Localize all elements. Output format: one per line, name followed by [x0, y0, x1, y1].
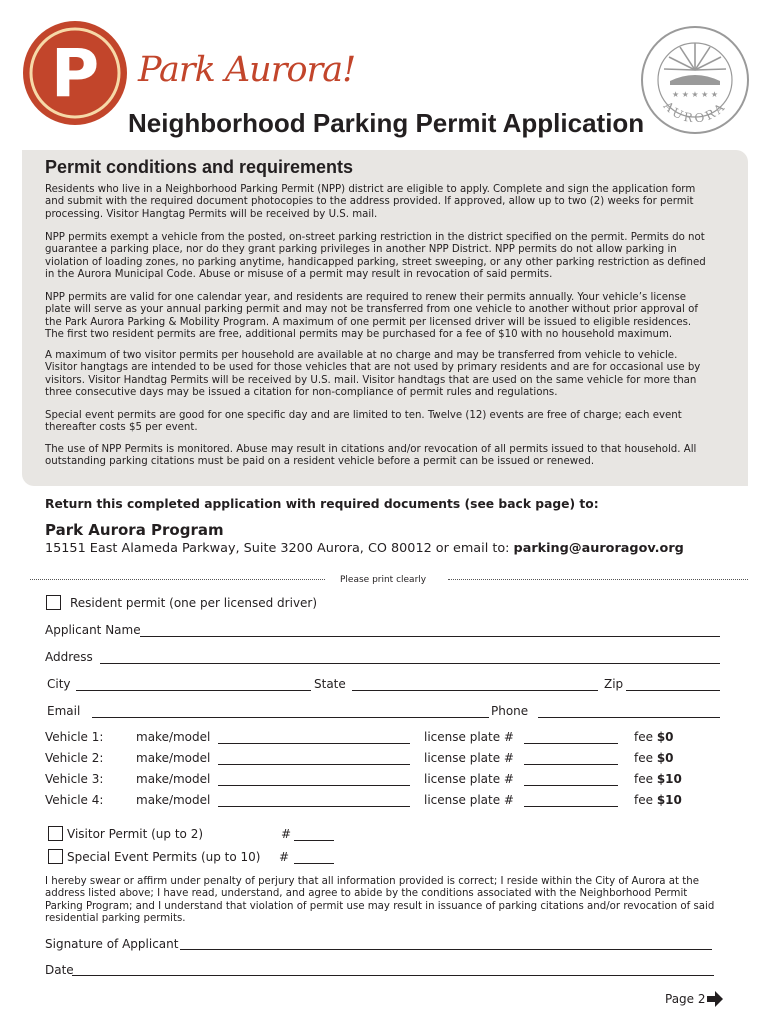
page-title: Neighborhood Parking Permit Application — [128, 108, 645, 138]
fee-value — [634, 751, 674, 765]
license-plate-label: license plate # — [424, 730, 514, 744]
program-address-text: 15151 East Alameda Parkway, Suite 3200 Aurora, CO 80012 or email to: — [45, 541, 514, 556]
license-plate-label: license plate # — [424, 793, 514, 807]
special-event-count-mark: # — [279, 850, 290, 864]
fee-value — [634, 772, 682, 786]
phone-label: Phone — [491, 704, 529, 718]
vehicle-label: Vehicle 1: — [45, 730, 104, 744]
license-plate-label: license plate # — [424, 751, 514, 765]
visitor-count-mark: # — [281, 827, 292, 841]
program-address — [45, 541, 684, 556]
arrow-right-icon[interactable] — [706, 990, 724, 1008]
zip-field[interactable] — [626, 690, 720, 691]
license-plate-field[interactable] — [524, 764, 618, 765]
program-email-link[interactable]: parking@auroragov.org — [513, 541, 684, 556]
condition-paragraph: NPP permits exempt a vehicle from the posted, on-street parking restriction in the district specified on the permit. Permits do not guarantee a parking place, nor do they grant parking privileges in another NPP District. NPP permits do not allow parking in violation of loading zones, no parking anytime, handicapped parking, street sweeping, or any other parking restriction as defined in the Aurora Municipal Code. Abuse or misuse of a permit may result in revocation of said permits. — [45, 232, 706, 281]
email-field[interactable] — [92, 717, 489, 718]
svg-text:AURORA — [660, 98, 729, 126]
resident-permit-label: Resident permit (one per licensed driver) — [70, 596, 318, 610]
page-number: Page 2 — [665, 992, 706, 1006]
make-model-field[interactable] — [218, 806, 410, 807]
vehicle-label: Vehicle 4: — [45, 793, 104, 807]
address-field[interactable] — [100, 663, 720, 664]
parking-logo-icon — [22, 20, 128, 126]
address-label: Address — [45, 650, 93, 664]
fee-label: fee — [634, 751, 657, 765]
make-model-label: make/model — [136, 772, 211, 786]
signature-field[interactable] — [180, 949, 712, 950]
city-seal-icon — [640, 25, 750, 135]
fee-label: fee — [634, 793, 657, 807]
state-label: State — [314, 677, 346, 691]
date-field[interactable] — [72, 975, 714, 976]
make-model-field[interactable] — [218, 785, 410, 786]
vehicle-label: Vehicle 3: — [45, 772, 104, 786]
applicant-name-field[interactable] — [140, 636, 720, 637]
visitor-permit-checkbox[interactable] — [48, 826, 63, 841]
visitor-count-field[interactable] — [294, 840, 334, 841]
print-note: Please print clearly — [340, 575, 427, 585]
state-field[interactable] — [352, 690, 598, 691]
fee-value — [634, 730, 674, 744]
phone-field[interactable] — [538, 717, 720, 718]
program-name: Park Aurora Program — [45, 521, 224, 539]
applicant-name-label: Applicant Name — [45, 623, 141, 637]
brand-name: Park Aurora! — [138, 50, 356, 90]
logo-letter: P — [50, 35, 100, 112]
license-plate-label: license plate # — [424, 772, 514, 786]
special-event-checkbox[interactable] — [48, 849, 63, 864]
visitor-permit-label: Visitor Permit (up to 2) — [67, 827, 204, 841]
special-event-count-field[interactable] — [294, 863, 334, 864]
condition-paragraph: NPP permits are valid for one calendar year, and residents are required to renew their permits annually. Your vehicle’s license plate will serve as your annual parking permit and may not be transferred from one vehicle to another without prior approval of the Park Aurora Parking & Mobility Program. A maximum of one permit per licensed driver will be issued to eligible residences. The first two resident permits are free, additional permits may be purchased for a fee of $10 with no household maximum. — [45, 292, 698, 341]
fee-amount: $10 — [656, 772, 682, 786]
fee-label: fee — [634, 730, 657, 744]
make-model-label: make/model — [136, 730, 211, 744]
license-plate-field[interactable] — [524, 743, 618, 744]
fee-amount: $0 — [656, 730, 674, 744]
divider — [448, 579, 748, 580]
signature-label: Signature of Applicant — [45, 937, 179, 951]
condition-paragraph: Residents who live in a Neighborhood Parking Permit (NPP) district are eligible to apply. Complete and sign the application form and submit with the required document photocopies to the address provided. If approved, allow up to two (2) weeks for permit processing. Visitor Hangtag Permits will be received by U.S. mail. — [45, 184, 696, 220]
return-instruction: Return this completed application with required documents (see back page) to: — [45, 497, 599, 511]
fee-label: fee — [634, 772, 657, 786]
make-model-field[interactable] — [218, 743, 410, 744]
date-label: Date — [45, 963, 74, 977]
resident-permit-checkbox[interactable] — [46, 595, 61, 610]
zip-label: Zip — [604, 677, 624, 691]
conditions-heading: Permit conditions and requirements — [45, 157, 354, 177]
divider — [30, 579, 325, 580]
condition-paragraph: The use of NPP Permits is monitored. Abuse may result in citations and/or revocation of all permits issued to that household. All outstanding parking citations must be paid on a resident vehicle before a permit can be issued or renewed. — [45, 444, 697, 468]
license-plate-field[interactable] — [524, 785, 618, 786]
oath-text: I hereby swear or affirm under penalty of perjury that all information provided is correct; I reside within the City of Aurora at the address listed above; I have read, understand, and agree to abide by the conditions associated with the Neighborhood Permit Parking Program; and I understand that violation of permit use may result in issuance of parking citations and/or revocation of said residential parking permits. — [45, 876, 715, 925]
condition-paragraph: Special event permits are good for one specific day and are limited to ten. Twelve (12) events are free of charge; each event thereafter costs $5 per event. — [45, 410, 682, 434]
seal-text: AURORA — [660, 98, 730, 126]
condition-paragraph: A maximum of two visitor permits per household are available at no charge and may be transferred from vehicle to vehicle. Visitor hangtags are intended to be used for those vehicles that are not used by primary residents and are for occasional use by visitors. Visitor Handtag Permits will be received by U.S. mail. Visitor handtags that are used on the same vehicle for more than three consecutive days may be issued a citation for non-compliance of permit rules and regulations. — [45, 350, 701, 399]
make-model-field[interactable] — [218, 764, 410, 765]
special-event-label: Special Event Permits (up to 10) — [67, 850, 261, 864]
svg-text:★ ★ ★ ★ ★: ★ ★ ★ ★ ★ — [671, 90, 719, 99]
city-label: City — [47, 677, 71, 691]
license-plate-field[interactable] — [524, 806, 618, 807]
make-model-label: make/model — [136, 793, 211, 807]
make-model-label: make/model — [136, 751, 211, 765]
fee-amount: $10 — [656, 793, 682, 807]
fee-amount: $0 — [656, 751, 674, 765]
vehicle-label: Vehicle 2: — [45, 751, 104, 765]
email-label: Email — [47, 704, 81, 718]
fee-value — [634, 793, 682, 807]
city-field[interactable] — [76, 690, 311, 691]
